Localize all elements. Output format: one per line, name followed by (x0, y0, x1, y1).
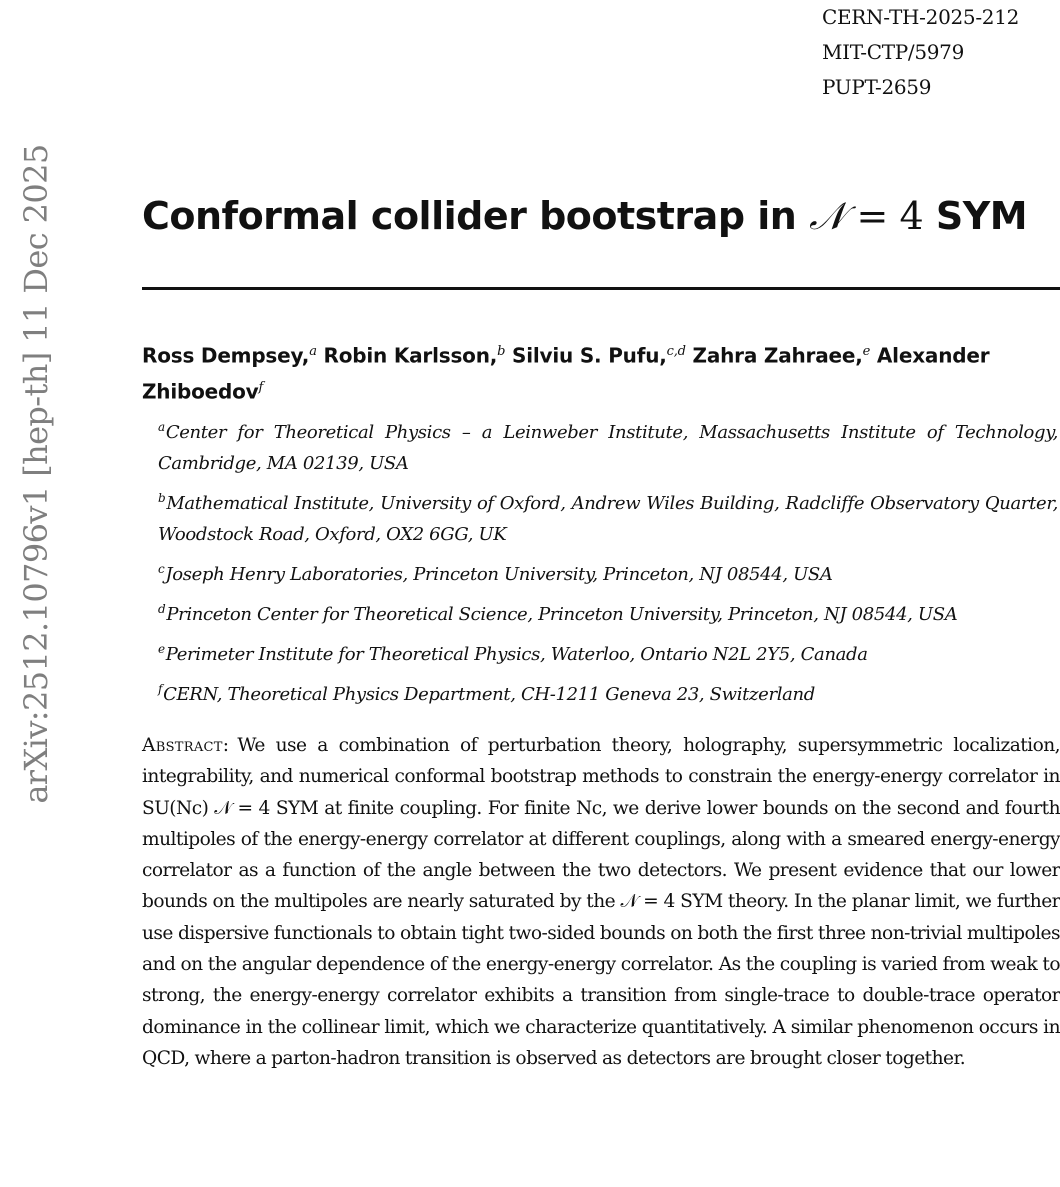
affiliation (158, 674, 1058, 710)
abstract-body: We use a combination of perturbation theory, holography, supersymmetric localization, integrability, and numerical conformal bootstrap methods to constrain the energy-energy correlator in SU(Nc) 𝒩 = 4 SYM at finite coupling. For finite Nc, we derive lower bounds on the second and fourth multipoles of the energy-energy correlator at different couplings, along with a smeared energy-energy correlator as a function of the angle between the two detectors. We present evidence that our lower bounds on the multipoles are nearly saturated by the 𝒩 = 4 SYM theory. In the planar limit, we further use dispersive functionals to obtain tight two-sided bounds on both the first three non-trivial multipoles and on the angular dependence of the energy-energy correlator. As the coupling is varied from weak to strong, the energy-energy correlator exhibits a transition from single-trace to double-trace operator dominance in the collinear limit, which we characterize quantitatively. A similar phenomenon occurs in QCD, where a parton-hadron transition is observed as detectors are brought closer together. (142, 735, 1060, 1069)
affiliation-text: Center for Theoretical Physics – a Leinweber Institute, Massachusetts Institute of Technology, Cambridge, MA 02139, USA (158, 422, 1058, 474)
affiliation-mark: e (158, 642, 165, 656)
author-affiliation-mark: a (309, 344, 317, 359)
abstract (142, 730, 1060, 1074)
affiliation-mark: f (158, 682, 163, 696)
author-affiliation-mark: b (497, 344, 506, 359)
title-math (809, 194, 923, 238)
author-name: Silviu S. Pufu, (512, 343, 667, 368)
affiliation-mark: c (158, 562, 165, 576)
affiliation-list (158, 412, 1058, 714)
author-affiliation-mark: c,d (666, 344, 686, 359)
affiliation (158, 594, 1058, 630)
affiliation-mark: a (158, 420, 165, 434)
author-name: Zahra Zahraee, (692, 343, 863, 368)
author-affiliation-mark: f (258, 379, 264, 395)
title-rule (142, 287, 1060, 290)
arxiv-stamp: arXiv:2512.10796v1 [hep-th] 11 Dec 2025 (17, 144, 55, 804)
affiliation-text: CERN, Theoretical Physics Department, CH-1211 Geneva 23, Switzerland (163, 684, 815, 705)
author-affiliation-mark: e (862, 344, 871, 359)
title-math-symbol: 𝒩 (809, 194, 845, 238)
paper-title (142, 190, 1027, 242)
report-numbers (822, 0, 1019, 105)
affiliation-text: Joseph Henry Laboratories, Princeton University, Princeton, NJ 08544, USA (165, 564, 833, 585)
report-number: PUPT-2659 (822, 75, 932, 99)
affiliation-mark: d (158, 602, 166, 616)
title-text: Conformal collider bootstrap in (142, 194, 810, 238)
affiliation-text: Princeton Center for Theoretical Science, Princeton University, Princeton, NJ 08544, USA (166, 604, 958, 625)
affiliation-mark: b (158, 491, 166, 505)
affiliation-text: Mathematical Institute, University of Oxford, Andrew Wiles Building, Radcliffe Observatory Quarter, Woodstock Road, Oxford, OX2 6GG, UK (158, 493, 1058, 545)
affiliation (158, 412, 1058, 479)
report-number: CERN-TH-2025-212 (822, 5, 1020, 29)
title-math-rest: = 4 (844, 194, 924, 238)
author-name: Alexander Zhiboedov (142, 343, 990, 404)
affiliation (158, 554, 1058, 590)
author-name: Ross Dempsey, (142, 343, 310, 368)
title-suffix: SYM (923, 194, 1028, 238)
report-number: MIT-CTP/5979 (822, 40, 965, 64)
author-name: Robin Karlsson, (323, 343, 498, 368)
affiliation (158, 483, 1058, 550)
author-list (142, 336, 1042, 407)
abstract-heading: Abstract: (142, 735, 230, 756)
affiliation-text: Perimeter Institute for Theoretical Physics, Waterloo, Ontario N2L 2Y5, Canada (165, 644, 868, 665)
affiliation (158, 634, 1058, 670)
